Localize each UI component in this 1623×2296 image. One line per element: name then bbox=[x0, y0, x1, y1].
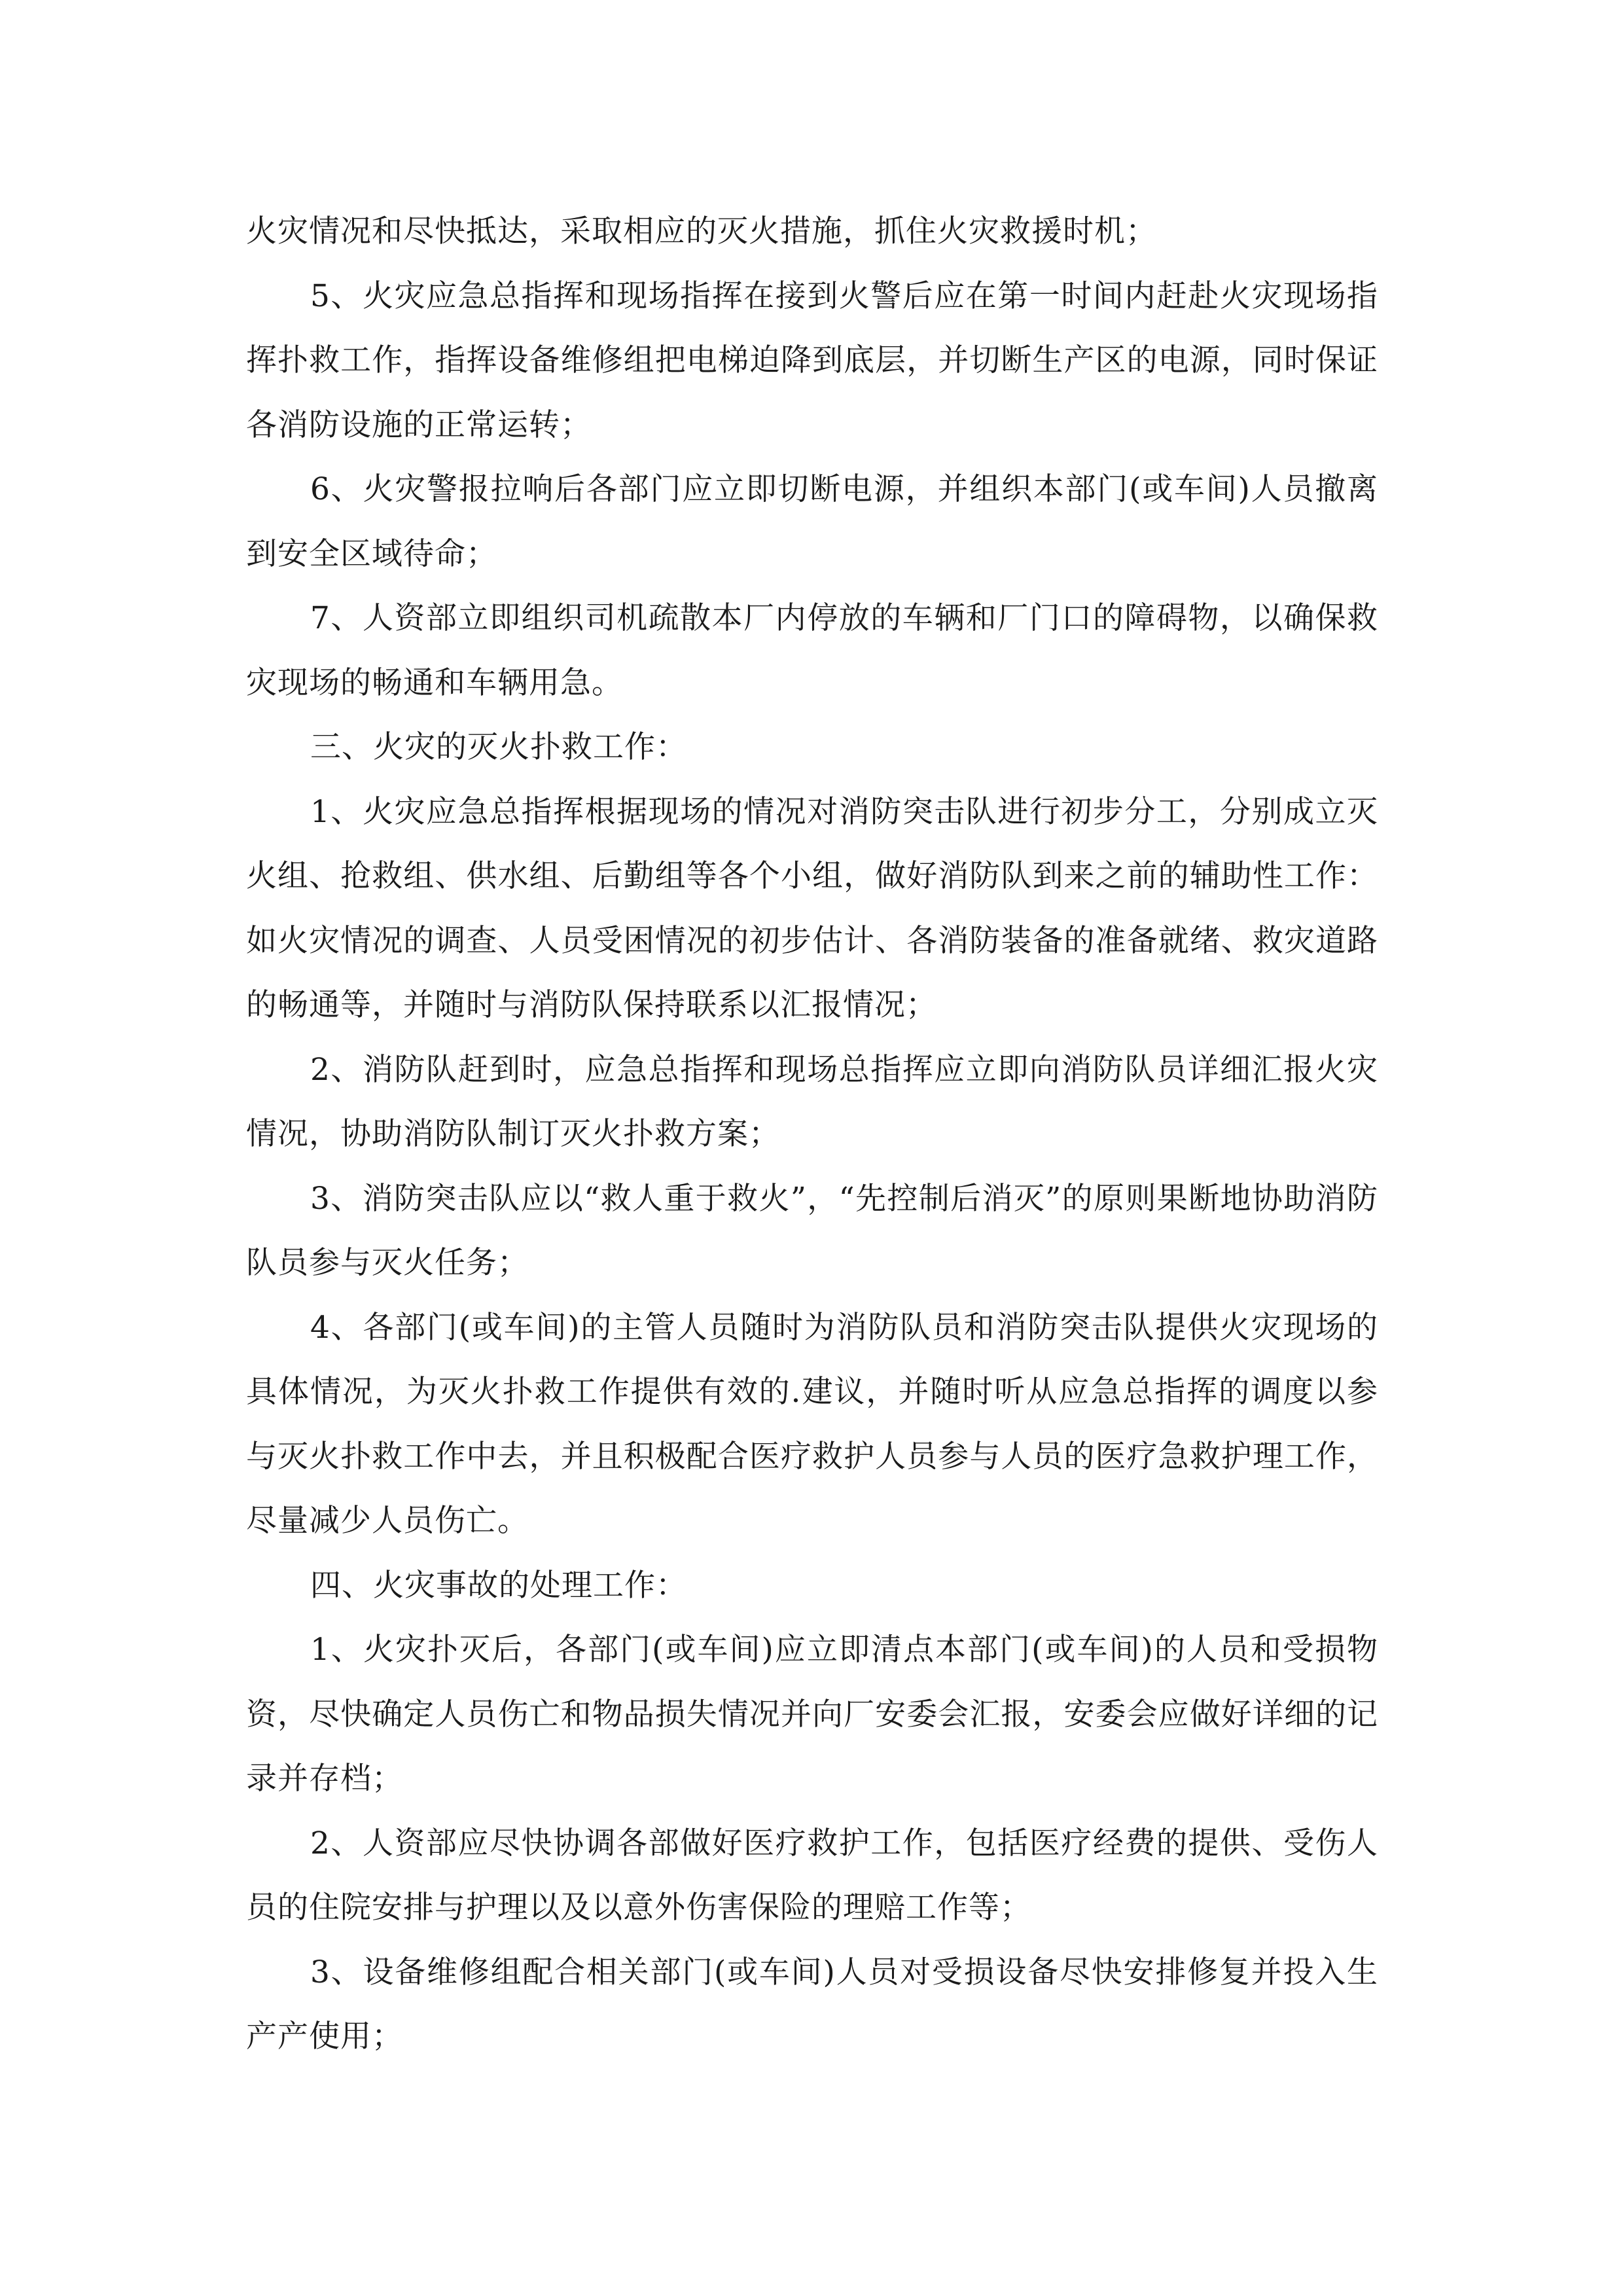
paragraph-item-5: 5、火灾应急总指挥和现场指挥在接到火警后应在第一时间内赶赴火灾现场指挥扑救工作，指挥设备维修组把电梯迫降到底层，并切断生产区的电源，同时保证各消防设施的正常运转； bbox=[246, 278, 1378, 443]
paragraph-section4-item-2: 2、人资部应尽快协调各部做好医疗救护工作，包括医疗经费的提供、受伤人员的住院安排与护理以及以意外伤害保险的理赔工作等； bbox=[246, 1825, 1378, 1926]
paragraph-item-7: 7、人资部立即组织司机疏散本厂内停放的车辆和厂门口的障碍物，以确保救灾现场的畅通和车辆用急。 bbox=[246, 600, 1378, 701]
section-heading-3: 三、火灾的灭火扑救工作： bbox=[310, 729, 687, 765]
paragraph-section3-item-2: 2、消防队赶到时，应急总指挥和现场总指挥应立即向消防队员详细汇报火灾情况，协助消防队制订灭火扑救方案； bbox=[246, 1051, 1378, 1152]
section-heading-4: 四、火灾事故的处理工作： bbox=[310, 1567, 687, 1604]
paragraph-continuation: 火灾情况和尽快抵达，采取相应的灭火措施，抓住火灾救援时机； bbox=[246, 213, 1157, 249]
paragraph-section3-item-1: 1、火灾应急总指挥根据现场的情况对消防突击队进行初步分工，分别成立灭火组、抢救组、供水组、后勤组等各个小组，做好消防队到来之前的辅助性工作：如火灾情况的调查、人员受困情况的初步估计、各消防装备的准备就绪、救灾道路的畅通等，并随时与消防队保持联系以汇报情况； bbox=[246, 793, 1378, 1023]
document-body bbox=[246, 200, 1378, 2070]
paragraph-section3-item-3: 3、消防突击队应以“救人重于救火”，“先控制后消灭”的原则果断地协助消防队员参与灭火任务； bbox=[246, 1180, 1378, 1281]
paragraph-item-6: 6、火灾警报拉响后各部门应立即切断电源，并组织本部门(或车间)人员撤离到安全区域待命； bbox=[246, 471, 1378, 572]
paragraph-section4-item-3: 3、设备维修组配合相关部门(或车间)人员对受损设备尽快安排修复并投入生产产使用； bbox=[246, 1954, 1378, 2054]
paragraph-section3-item-4: 4、各部门(或车间)的主管人员随时为消防队员和消防突击队提供火灾现场的具体情况，为灭火扑救工作提供有效的.建议，并随时听从应急总指挥的调度以参与灭火扑救工作中去，并且积极配合医疗救护人员参与人员的医疗急救护理工作，尽量减少人员伤亡。 bbox=[246, 1309, 1378, 1539]
paragraph-section4-item-1: 1、火灾扑灭后，各部门(或车间)应立即清点本部门(或车间)的人员和受损物资，尽快确定人员伤亡和物品损失情况并向厂安委会汇报，安委会应做好详细的记录并存档； bbox=[246, 1632, 1378, 1797]
